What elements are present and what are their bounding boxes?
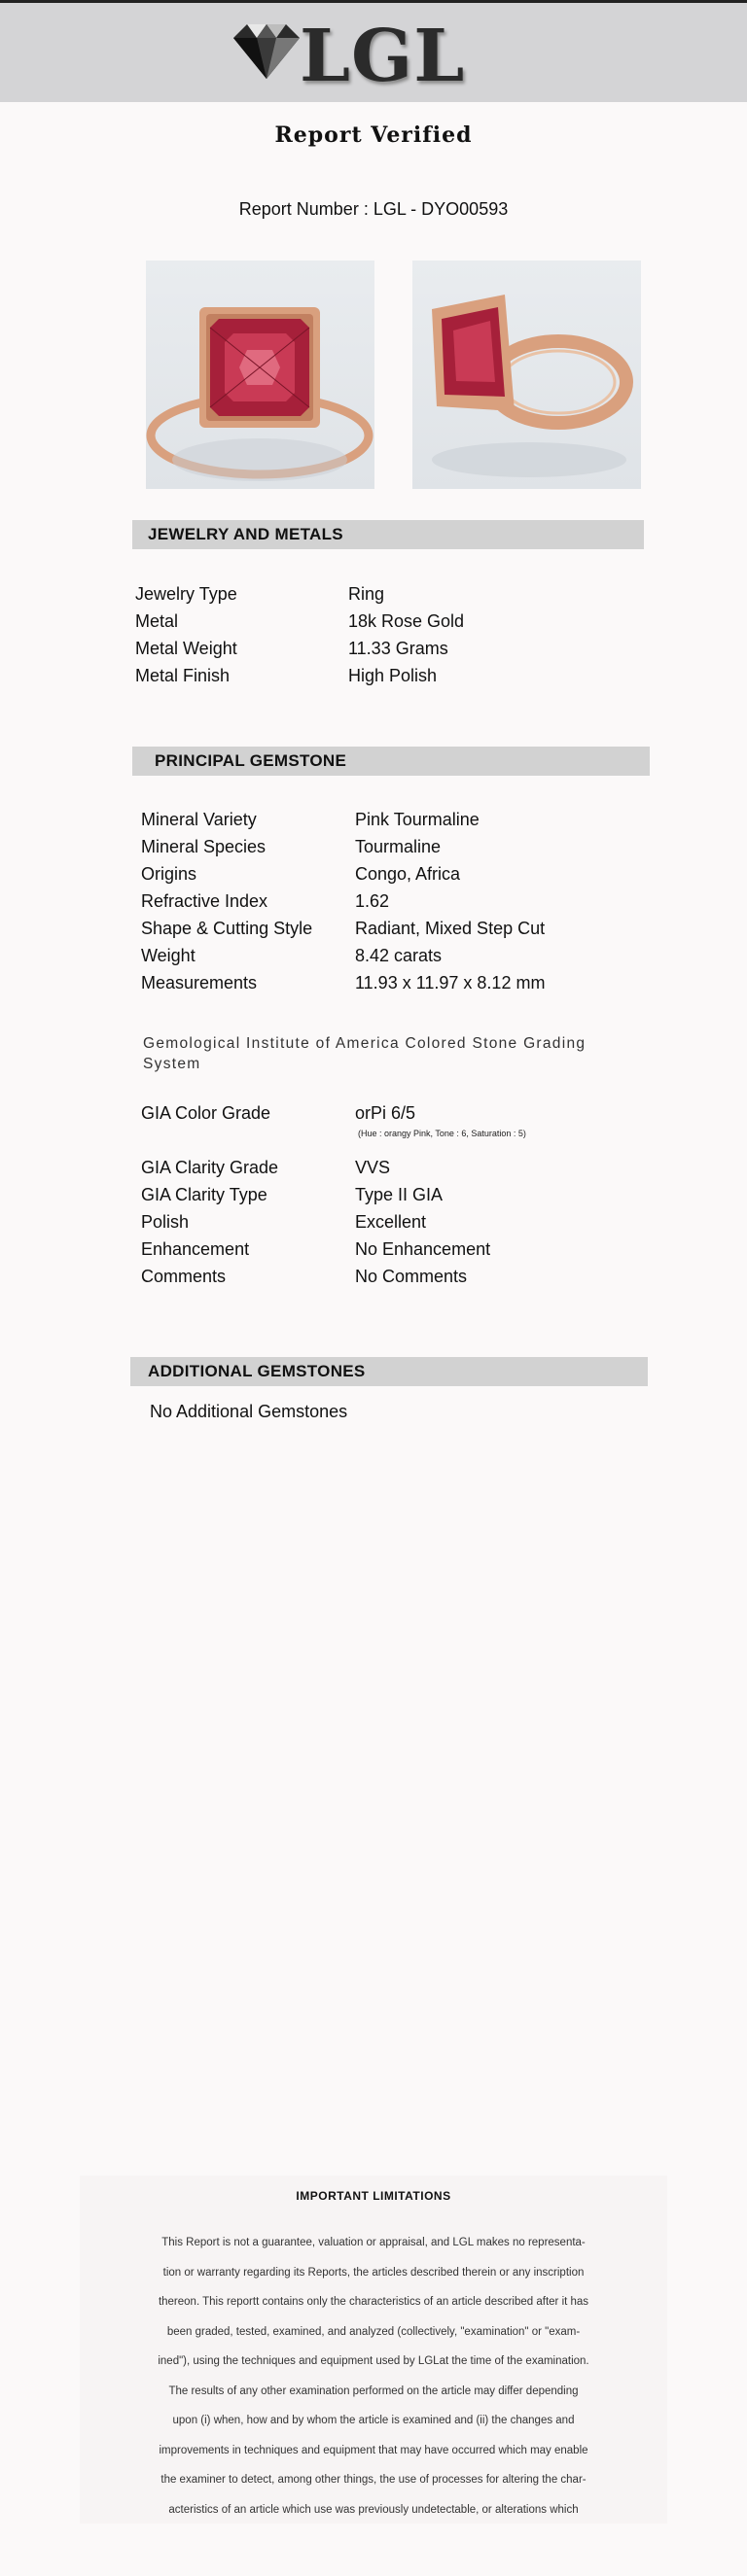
weight-value: 8.42 carats — [355, 946, 443, 965]
page-title: Report Verified — [274, 122, 473, 148]
enhancement-label: Enhancement — [141, 1239, 250, 1259]
mineral-species-value: Tourmaline — [355, 837, 442, 856]
comments-value: No Comments — [355, 1267, 468, 1286]
limitations-line: The results of any other examination performed on the article may differ depending — [168, 2385, 579, 2397]
limitations-line: This Report is not a guarantee, valuation or appraisal, and LGL makes no representa- — [161, 2237, 586, 2248]
section-header-principal — [132, 747, 650, 776]
section-title: JEWELRY AND METALS — [148, 525, 343, 543]
limitations-text — [105, 2228, 642, 2524]
origins-label: Origins — [141, 864, 197, 884]
metal-weight-label: Metal Weight — [135, 639, 237, 658]
no-additional-gemstones: No Additional Gemstones — [150, 1402, 348, 1421]
metal-finish-value: High Polish — [348, 666, 438, 685]
ring-photo-front — [146, 261, 374, 489]
gia-clarity-type-label: GIA Clarity Type — [141, 1185, 267, 1204]
section-title: PRINCIPAL GEMSTONE — [155, 751, 347, 770]
metal-finish-label: Metal Finish — [135, 666, 231, 685]
refractive-index-label: Refractive Index — [141, 891, 268, 911]
limitations-line: acteristics of an article which use was previously undetectable, or alterations which — [168, 2503, 579, 2516]
mineral-variety-value: Pink Tourmaline — [355, 810, 480, 829]
mineral-variety-label: Mineral Variety — [141, 810, 257, 829]
refractive-index-value: 1.62 — [355, 891, 390, 911]
page-header — [0, 3, 747, 102]
shape-cut-value: Radiant, Mixed Step Cut — [355, 919, 546, 938]
section-header-additional — [130, 1357, 648, 1386]
weight-label: Weight — [141, 946, 196, 965]
limitations-line: been graded, tested, examined, and analyzed (collectively, "examination" or "exam- — [166, 2325, 581, 2338]
polish-value: Excellent — [355, 1212, 427, 1232]
ring-photo-side — [412, 261, 641, 489]
limitations-line: tion or warranty regarding its Reports, the articles described therein or any inscription — [162, 2266, 585, 2279]
limitations-line: thereon. This reportt contains only the characteristics of an article described after it has — [158, 2296, 589, 2308]
gia-clarity-grade-label: GIA Clarity Grade — [141, 1158, 279, 1177]
gia-color-grade-value: orPi 6/5 — [355, 1103, 416, 1123]
section-header-jewelry — [132, 520, 644, 549]
section-title: ADDITIONAL GEMSTONES — [148, 1362, 366, 1380]
gia-color-grade-label: GIA Color Grade — [141, 1103, 271, 1123]
mineral-species-label: Mineral Species — [141, 837, 267, 856]
comments-label: Comments — [141, 1267, 227, 1286]
gia-clarity-grade-value: VVS — [355, 1158, 391, 1177]
report-number: Report Number : LGL - DYO00593 — [238, 199, 509, 219]
shape-cut-label: Shape & Cutting Style — [141, 919, 313, 938]
jewelry-type-value: Ring — [348, 584, 385, 604]
gia-clarity-type-value: Type II GIA — [355, 1185, 444, 1204]
metal-label: Metal — [135, 611, 179, 631]
metal-value: 18k Rose Gold — [348, 611, 465, 631]
lgl-logo — [228, 15, 480, 98]
jewelry-type-label: Jewelry Type — [135, 584, 237, 604]
limitations-line: ined"), using the techniques and equipment used by LGLat the time of the examination. — [158, 2355, 589, 2367]
enhancement-value: No Enhancement — [355, 1239, 491, 1259]
limitations-line: improvements in techniques and equipment that may have occurred which may enable — [159, 2444, 588, 2456]
origins-value: Congo, Africa — [355, 864, 461, 884]
color-grade-note: (Hue : orangy Pink, Tone : 6, Saturation : 5) — [358, 1129, 526, 1138]
diamond-icon — [228, 18, 305, 83]
metal-weight-value: 11.33 Grams — [348, 639, 448, 658]
limitations-line: the examiner to detect, among other things, the use of processes for altering the char- — [160, 2474, 587, 2486]
measurements-label: Measurements — [141, 973, 258, 992]
important-limitations — [80, 2176, 667, 2524]
limitations-title: IMPORTANT LIMITATIONS — [296, 2189, 451, 2203]
logo-text: LGL — [300, 15, 466, 98]
measurements-value: 11.93 x 11.97 x 8.12 mm — [355, 973, 546, 992]
limitations-line: upon (i) when, how and by whom the article is examined and (ii) the changes and — [172, 2415, 575, 2426]
gia-grading-system-title: Gemological Institute of America Colored Stone Grading System — [143, 1035, 587, 1072]
polish-label: Polish — [141, 1212, 190, 1232]
